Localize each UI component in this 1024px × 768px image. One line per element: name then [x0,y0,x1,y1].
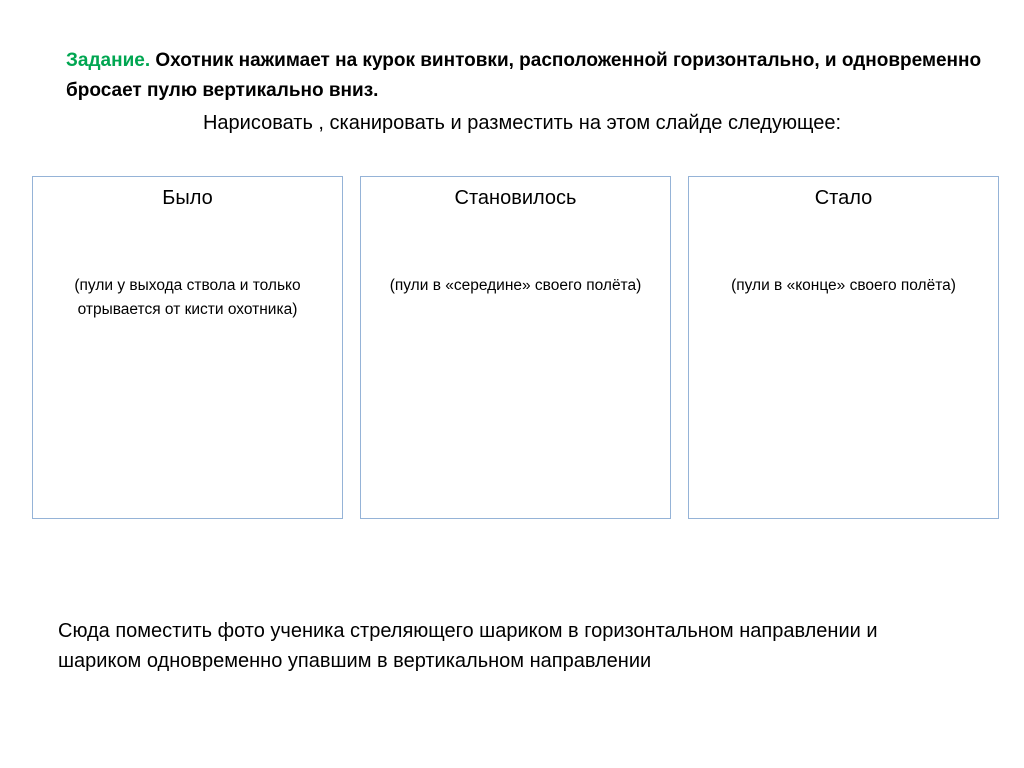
task-text: Охотник нажимает на курок винтовки, расположенной горизонтально, и одновременно бросает пулю вертикально вниз. [66,50,982,101]
panel-was [32,176,343,519]
panel-note: (пули у выхода ствола и только отрывается от кисти охотника) [74,277,301,318]
task-statement [66,46,986,106]
panel-became [688,176,999,519]
photo-placeholder-note: Сюда поместить фото ученика стреляющего шариком в горизонтальном направлении и шариком одновременно упавшим в вертикальном направлении [58,620,878,672]
panel-title: Стало [814,187,873,209]
panel-note: (пули в «середине» своего полёта) [389,277,642,294]
panel-becoming [360,176,671,519]
panel-note: (пули в «конце» своего полёта) [731,277,956,294]
instruction-text: Нарисовать , сканировать и разместить на этом слайде следующее: [202,112,842,134]
panel-title: Становилось [454,187,577,209]
task-label: Задание. [66,50,151,71]
panel-title: Было [162,187,213,209]
